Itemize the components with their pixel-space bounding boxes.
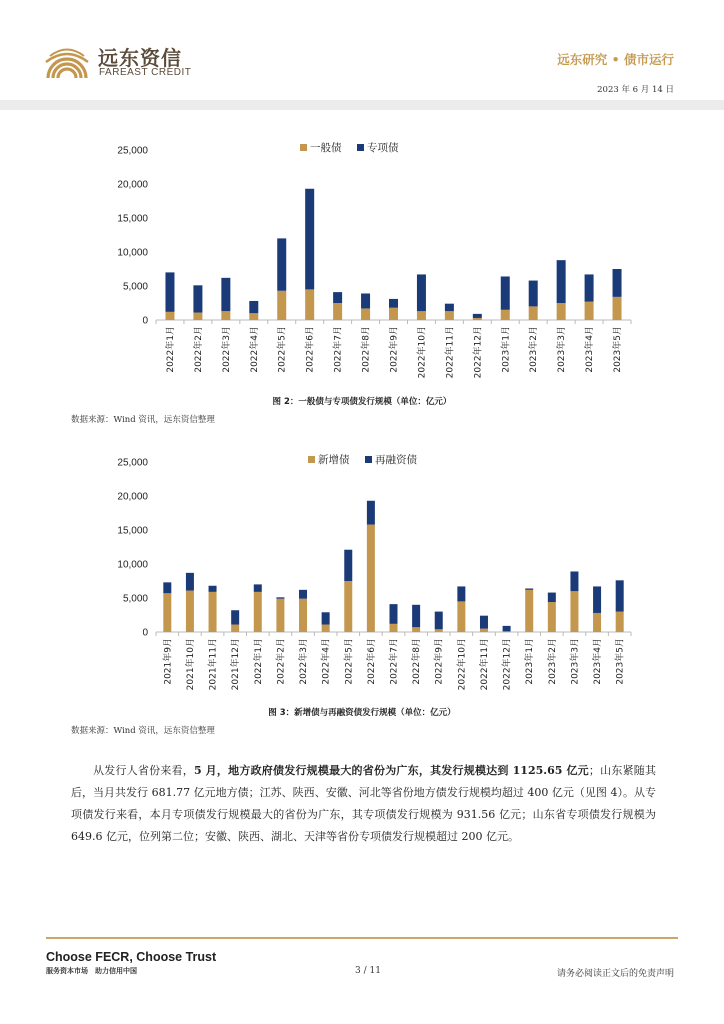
chart-new-vs-refinancing-svg — [0, 447, 724, 697]
bar-upper-segment — [299, 590, 307, 599]
x-tick-label: 2021年12月 — [231, 638, 242, 691]
bar-lower-segment — [361, 308, 370, 320]
bar-upper-segment — [361, 293, 370, 308]
bar-lower-segment — [322, 625, 330, 632]
brand-name-cn: 远东资信 — [98, 46, 182, 70]
bar-lower-segment — [305, 289, 314, 320]
x-tick-label: 2022年10月 — [457, 638, 468, 691]
x-tick-label: 2021年11月 — [208, 638, 219, 691]
x-tick-label: 2022年2月 — [193, 326, 204, 373]
x-tick-label: 2022年3月 — [299, 638, 310, 685]
bar-lower-segment — [570, 591, 578, 632]
y-tick-label: 0 — [142, 315, 148, 327]
fareast-logo-icon — [44, 42, 90, 82]
x-tick-label: 2023年1月 — [501, 326, 512, 373]
chart-general-vs-special-svg — [0, 135, 724, 385]
bar-upper-segment — [193, 285, 202, 312]
bar-lower-segment — [412, 627, 420, 632]
bar-lower-segment — [585, 302, 594, 320]
bar-lower-segment — [593, 613, 601, 632]
legend-swatch — [357, 144, 364, 151]
bar-upper-segment — [249, 301, 258, 313]
bar-upper-segment — [473, 314, 482, 318]
bar-lower-segment — [299, 599, 307, 632]
legend-swatch — [300, 144, 307, 151]
bar-lower-segment — [435, 629, 443, 632]
bar-upper-segment — [163, 582, 171, 593]
footer-disclaimer: 请务必阅读正文后的免责声明 — [556, 969, 674, 979]
x-tick-label: 2022年8月 — [361, 326, 372, 373]
bar-upper-segment — [557, 260, 566, 303]
x-tick-label: 2022年11月 — [445, 326, 456, 379]
bar-upper-segment — [412, 605, 420, 627]
x-tick-label: 2022年5月 — [344, 638, 355, 685]
body-text-bold: 5 月，地方政府债发行规模最大的省份为广东，其发行规模达到 1125.65 亿元 — [193, 764, 589, 777]
bar-lower-segment — [548, 602, 556, 632]
x-tick-label: 2023年1月 — [525, 638, 536, 685]
bar-upper-segment — [231, 610, 239, 624]
body-text-part-2: ；山东紧随其后，当月共发行 681.77 亿元地方债；江苏、陕西、安徽、河北等省份地方债发行规模均超过 400 亿元（见图 4）。从专项债发行来看，本月专项债发行规模最大的省份为广东，其专项债发行规模为 931.56 亿元；山东省专项债发行规模为 649.6 亿元，位列第二位；安徽、陕西、湖北、天津等省份专项债发行规模超过 200 亿元。 — [71, 764, 657, 843]
bar-lower-segment — [529, 306, 538, 320]
x-tick-label: 2022年6月 — [305, 326, 316, 373]
bar-upper-segment — [613, 269, 622, 297]
bar-lower-segment — [417, 311, 426, 320]
chart-caption-fig2: 图 2：一般债与专项债发行规模（单位：亿元） — [272, 397, 452, 407]
bar-upper-segment — [593, 586, 601, 613]
y-tick-label: 15,000 — [117, 525, 148, 537]
page-header — [0, 0, 724, 110]
bar-lower-segment — [231, 625, 239, 632]
bar-upper-segment — [501, 276, 510, 309]
bar-lower-segment — [209, 592, 217, 632]
x-tick-label: 2022年11月 — [479, 638, 490, 691]
bar-upper-segment — [525, 588, 533, 589]
y-tick-label: 5,000 — [122, 281, 148, 293]
bar-upper-segment — [344, 550, 352, 581]
chart-general-vs-special — [0, 135, 724, 385]
report-date: 2023 年 6 月 14 日 — [597, 85, 674, 95]
body-text-part-1: 从发行人省份来看， — [93, 764, 194, 777]
bar-upper-segment — [221, 278, 230, 311]
bar-lower-segment — [221, 311, 230, 320]
bar-lower-segment — [480, 629, 488, 632]
bar-upper-segment — [435, 612, 443, 630]
bar-upper-segment — [616, 580, 624, 611]
bar-upper-segment — [165, 272, 174, 311]
legend-label: 一般债 — [310, 142, 342, 154]
x-tick-label: 2022年1月 — [253, 638, 264, 685]
bar-lower-segment — [457, 601, 465, 632]
y-tick-label: 25,000 — [117, 457, 148, 469]
bar-lower-segment — [389, 308, 398, 320]
x-tick-label: 2023年4月 — [593, 638, 604, 685]
x-tick-label: 2021年10月 — [185, 638, 196, 691]
x-tick-label: 2022年7月 — [389, 638, 400, 685]
x-tick-label: 2023年5月 — [615, 638, 626, 685]
y-tick-label: 20,000 — [117, 179, 148, 191]
brand-name-en: FAREAST CREDIT — [99, 67, 192, 78]
x-tick-label: 2022年7月 — [333, 326, 344, 373]
bar-upper-segment — [570, 571, 578, 591]
bar-upper-segment — [305, 189, 314, 290]
body-paragraph — [71, 760, 656, 848]
y-tick-label: 25,000 — [117, 145, 148, 157]
bar-lower-segment — [501, 310, 510, 320]
x-tick-label: 2022年9月 — [434, 638, 445, 685]
bar-lower-segment — [277, 291, 286, 320]
bar-lower-segment — [557, 303, 566, 320]
bar-upper-segment — [186, 573, 194, 591]
bar-upper-segment — [548, 593, 556, 603]
x-tick-label: 2022年4月 — [321, 638, 332, 685]
bar-lower-segment — [254, 592, 262, 632]
x-tick-label: 2023年4月 — [585, 326, 596, 373]
report-series-title: 远东研究 • 债市运行 — [557, 52, 674, 67]
bar-upper-segment — [585, 274, 594, 301]
bar-upper-segment — [367, 501, 375, 525]
bar-lower-segment — [186, 591, 194, 632]
x-tick-label: 2022年3月 — [221, 326, 232, 373]
x-tick-label: 2022年4月 — [249, 326, 260, 373]
y-tick-label: 20,000 — [117, 491, 148, 503]
x-tick-label: 2022年12月 — [473, 326, 484, 379]
y-tick-label: 15,000 — [117, 213, 148, 225]
header-divider-bar — [0, 100, 724, 110]
bar-lower-segment — [333, 303, 342, 320]
bar-lower-segment — [616, 612, 624, 632]
bar-upper-segment — [322, 612, 330, 624]
footer-divider — [46, 937, 678, 939]
bar-lower-segment — [445, 311, 454, 320]
bar-upper-segment — [503, 626, 511, 631]
legend-label: 新增债 — [318, 454, 350, 466]
bar-lower-segment — [525, 590, 533, 632]
bar-lower-segment — [473, 318, 482, 320]
bar-upper-segment — [457, 586, 465, 601]
y-tick-label: 10,000 — [117, 559, 148, 571]
legend-label: 再融资债 — [375, 454, 417, 466]
bar-lower-segment — [344, 581, 352, 632]
x-tick-label: 2023年2月 — [529, 326, 540, 373]
y-tick-label: 0 — [142, 627, 148, 639]
legend-swatch — [365, 456, 372, 463]
page-number: 3 / 11 — [355, 966, 381, 976]
y-tick-label: 10,000 — [117, 247, 148, 259]
bar-upper-segment — [445, 304, 454, 311]
bar-upper-segment — [389, 299, 398, 308]
bar-upper-segment — [417, 274, 426, 311]
x-tick-label: 2023年5月 — [613, 326, 624, 373]
bar-lower-segment — [367, 525, 375, 632]
x-tick-label: 2022年5月 — [277, 326, 288, 373]
bar-upper-segment — [480, 616, 488, 629]
x-tick-label: 2023年3月 — [557, 326, 568, 373]
y-tick-label: 5,000 — [122, 593, 148, 605]
x-tick-label: 2022年9月 — [389, 326, 400, 373]
bar-upper-segment — [276, 597, 284, 598]
footer-slogan: Choose FECR, Choose Trust — [46, 950, 217, 964]
chart-caption-fig3: 图 3：新增债与再融资债发行规模（单位：亿元） — [268, 708, 456, 718]
bar-upper-segment — [529, 281, 538, 307]
footer-slogan-sub: 服务资本市场 助力信用中国 — [46, 967, 137, 975]
chart-source-fig2: 数据来源：Wind 资讯，远东资信整理 — [71, 415, 215, 425]
x-tick-label: 2022年12月 — [502, 638, 513, 691]
x-tick-label: 2022年1月 — [165, 326, 176, 373]
bar-lower-segment — [503, 631, 511, 632]
bar-upper-segment — [277, 238, 286, 290]
x-tick-label: 2023年2月 — [547, 638, 558, 685]
bar-lower-segment — [249, 313, 258, 320]
bar-lower-segment — [165, 312, 174, 320]
x-tick-label: 2022年8月 — [412, 638, 423, 685]
bar-lower-segment — [193, 313, 202, 320]
bar-upper-segment — [254, 584, 262, 591]
chart-new-vs-refinancing — [0, 447, 724, 697]
bar-lower-segment — [276, 599, 284, 632]
bar-lower-segment — [163, 593, 171, 632]
legend-swatch — [308, 456, 315, 463]
chart-source-fig3: 数据来源：Wind 资讯，远东资信整理 — [71, 726, 215, 736]
x-tick-label: 2022年10月 — [417, 326, 428, 379]
bar-lower-segment — [613, 297, 622, 320]
x-tick-label: 2021年9月 — [163, 638, 174, 685]
bar-upper-segment — [333, 292, 342, 303]
bar-lower-segment — [390, 624, 398, 632]
x-tick-label: 2022年2月 — [276, 638, 287, 685]
x-tick-label: 2023年3月 — [570, 638, 581, 685]
bar-upper-segment — [390, 604, 398, 624]
bar-upper-segment — [209, 586, 217, 592]
legend-label: 专项债 — [367, 142, 399, 154]
x-tick-label: 2022年6月 — [366, 638, 377, 685]
